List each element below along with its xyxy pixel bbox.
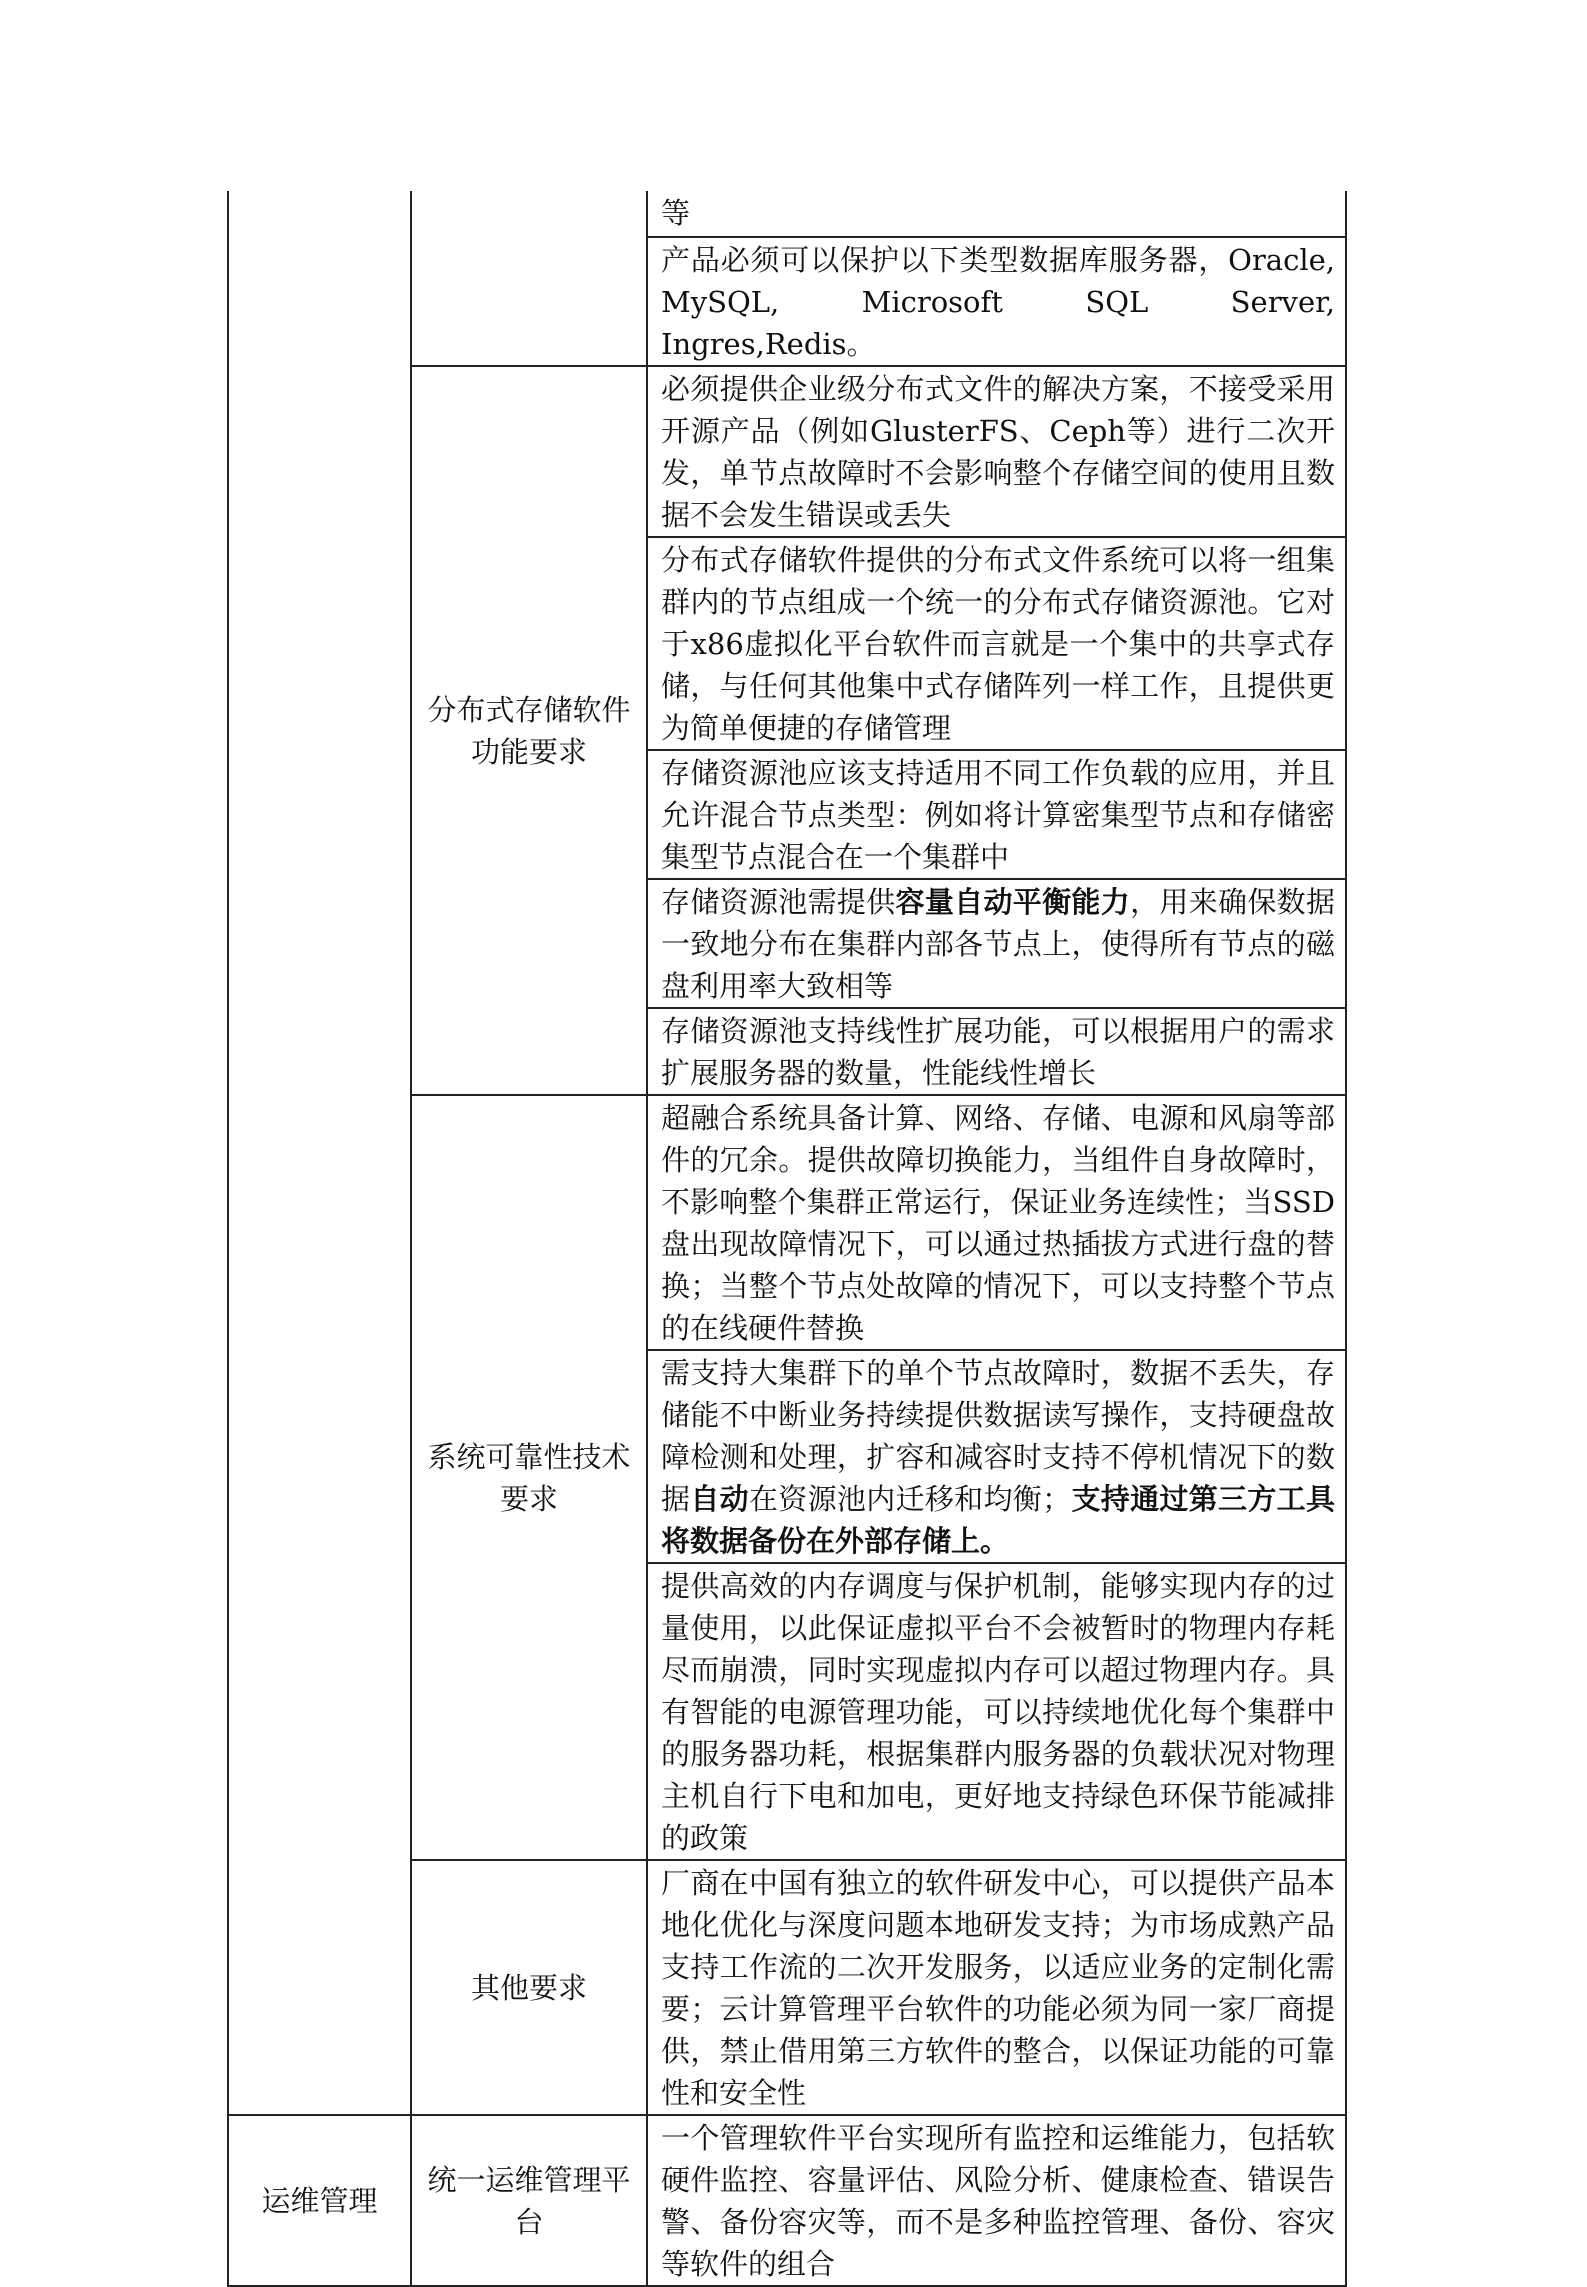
subcategory-unified-ops-platform: 统一运维管理平台 (411, 2115, 647, 2286)
text: 一个管理软件平台实现所有监控和运维能力，包括软硬件监控、容量评估、风险分析、健康检查、错误告警、备份容灾等，而不是多种监控管理、备份、容灾等软件的组合 (661, 2121, 1335, 2281)
requirement-cell (647, 750, 1346, 879)
requirement-cell (647, 1008, 1346, 1095)
text: 产品必须可以保护以下类型数据库服务器，Oracle, MySQL, Microsoft SQL Server, Ingres,Redis。 (661, 243, 1335, 361)
text: 提供高效的内存调度与保护机制，能够实现内存的过量使用，以此保证虚拟平台不会被暂时的物理内存耗尽而崩溃，同时实现虚拟内存可以超过物理内存。具有智能的电源管理功能，可以持续地优化每个集群中的服务器功耗，根据集群内服务器的负载状况对物理主机自行下电和加电，更好地支持绿色环保节能减排的政策 (661, 1569, 1335, 1855)
text: 厂商在中国有独立的软件研发中心，可以提供产品本地化优化与深度问题本地研发支持；为市场成熟产品支持工作流的二次开发服务，以适应业务的定制化需要；云计算管理平台软件的功能必须为同一家厂商提供，禁止借用第三方软件的整合，以保证功能的可靠性和安全性 (661, 1866, 1335, 2110)
text: 需支持大集群下的单个节点故障时，数据不丢失，存储能不中断业务持续提供数据读写操作，支持硬盘故障检测和处理，扩容和减容时支持不停机情况下的数据 (661, 1356, 1335, 1516)
text: 在资源池内迁移和均衡； (748, 1482, 1072, 1516)
requirement-cell (647, 2115, 1346, 2286)
requirement-cell (647, 1563, 1346, 1860)
subcategory-other: 其他要求 (411, 1860, 647, 2115)
category-operations: 运维管理 (228, 2115, 411, 2286)
subcategory-cell-continued (411, 191, 647, 366)
requirement-cell (647, 537, 1346, 750)
requirements-table (227, 191, 1347, 2287)
text: 存储资源池需提供 (661, 885, 896, 919)
text: 存储资源池支持线性扩展功能，可以根据用户的需求扩展服务器的数量，性能线性增长 (661, 1014, 1335, 1090)
bold-text: 支持通过第三方工具将数据备份在外部存储上。 (661, 1482, 1335, 1558)
table-row (228, 2115, 1346, 2286)
text: ，用来确保数据一致地分布在集群内部各节点上，使得所有节点的磁盘利用率大致相等 (661, 885, 1335, 1003)
bold-text: 自动 (690, 1482, 749, 1516)
requirement-cell (647, 1095, 1346, 1350)
requirement-cell (647, 1860, 1346, 2115)
text: 分布式存储软件提供的分布式文件系统可以将一组集群内的节点组成一个统一的分布式存储资源池。它对于x86虚拟化平台软件而言就是一个集中的共享式存储，与任何其他集中式存储阵列一样工作，且提供更为简单便捷的存储管理 (661, 543, 1335, 745)
text: 超融合系统具备计算、网络、存储、电源和风扇等部件的冗余。提供故障切换能力，当组件自身故障时，不影响整个集群正常运行，保证业务连续性；当SSD盘出现故障情况下，可以通过热插拔方式进行盘的替换；当整个节点处故障的情况下，可以支持整个节点的在线硬件替换 (661, 1101, 1335, 1345)
subcategory-reliability: 系统可靠性技术要求 (411, 1095, 647, 1860)
text: 存储资源池应该支持适用不同工作负载的应用，并且允许混合节点类型：例如将计算密集型节点和存储密集型节点混合在一个集群中 (661, 756, 1335, 874)
requirement-cell (647, 366, 1346, 537)
category-cell-continued (228, 191, 411, 2115)
subcategory-distributed-storage: 分布式存储软件功能要求 (411, 366, 647, 1095)
text: 必须提供企业级分布式文件的解决方案，不接受采用开源产品（例如GlusterFS、Ceph等）进行二次开发，单节点故障时不会影响整个存储空间的使用且数据不会发生错误或丢失 (661, 372, 1335, 532)
bold-text: 容量自动平衡能力 (895, 885, 1131, 919)
requirement-cell (647, 191, 1346, 237)
text: 等 (661, 196, 691, 230)
table-row (228, 191, 1346, 237)
requirement-cell (647, 237, 1346, 366)
requirement-cell (647, 879, 1346, 1008)
requirement-cell (647, 1350, 1346, 1563)
